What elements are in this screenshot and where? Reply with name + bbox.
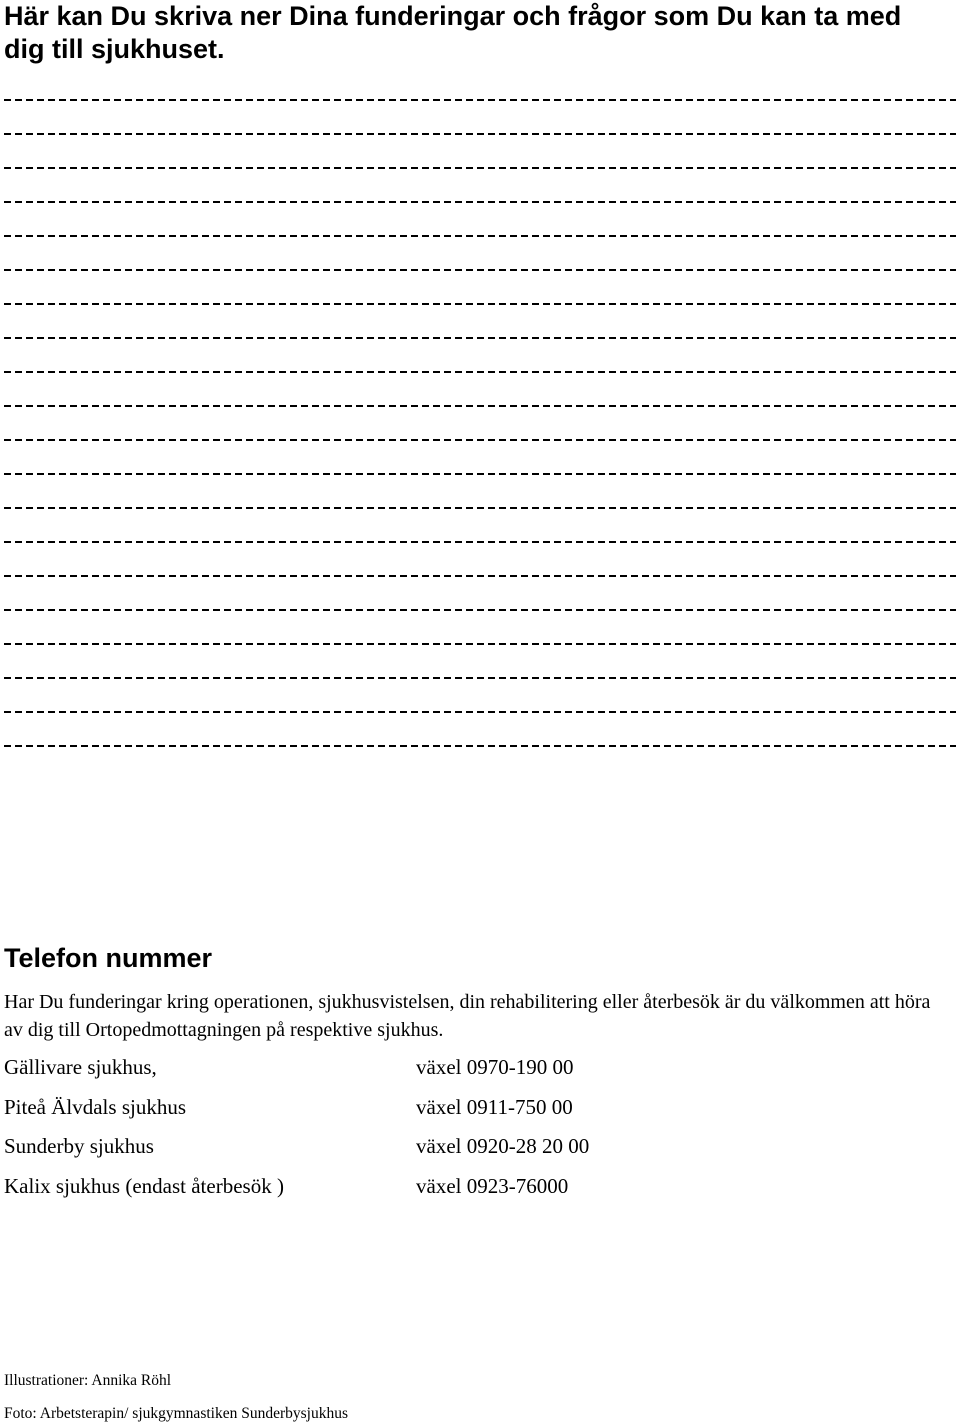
dashed-writing-line — [4, 745, 956, 779]
dashed-writing-line — [4, 575, 956, 609]
phone-list — [4, 1052, 944, 1210]
hospital-name: Piteå Älvdals sjukhus — [4, 1094, 186, 1119]
dashed-writing-line — [4, 371, 956, 405]
dashed-writing-line — [4, 201, 956, 235]
phone-number: växel 0970-190 00 — [416, 1055, 574, 1079]
dashed-writing-line — [4, 269, 956, 303]
dashed-writing-line — [4, 507, 956, 541]
hospital-name: Sunderby sjukhus — [4, 1134, 154, 1158]
photo-credit: Foto: Arbetsterapin/ sjukgymnastiken Sunderbysjukhus — [4, 1405, 348, 1422]
phone-row-pitea — [4, 1092, 944, 1132]
writing-lines — [4, 99, 956, 779]
dashed-writing-line — [4, 235, 956, 269]
hospital-name: Gällivare sjukhus, — [4, 1055, 157, 1079]
dashed-writing-line — [4, 303, 956, 337]
illustration-credit: Illustrationer: Annika Röhl — [4, 1372, 172, 1389]
dashed-writing-line — [4, 405, 956, 439]
section-title-phone: Telefon nummer — [4, 943, 213, 973]
hospital-name: Kalix sjukhus (endast återbesök ) — [4, 1173, 284, 1198]
phone-number: växel 0923-76000 — [416, 1173, 569, 1198]
dashed-writing-line — [4, 99, 956, 133]
intro-paragraph: Har Du funderingar kring operationen, sjukhusvistelsen, din rehabilitering eller återbesök är du välkommen att höra av dig till Ortopedmottagningen på respektive sjukhus. — [4, 991, 931, 1041]
phone-row-kalix — [4, 1171, 944, 1211]
dashed-writing-line — [4, 609, 956, 643]
dashed-writing-line — [4, 711, 956, 745]
page-heading: Här kan Du skriva ner Dina funderingar och frågor som Du kan ta med dig till sjukhuset. — [4, 1, 902, 64]
dashed-writing-line — [4, 677, 956, 711]
dashed-writing-line — [4, 133, 956, 167]
phone-number: växel 0920-28 20 00 — [416, 1134, 590, 1158]
dashed-writing-line — [4, 643, 956, 677]
phone-number: växel 0911-750 00 — [416, 1094, 573, 1119]
dashed-writing-line — [4, 167, 956, 201]
phone-row-sunderby — [4, 1131, 944, 1171]
dashed-writing-line — [4, 541, 956, 575]
dashed-writing-line — [4, 439, 956, 473]
phone-row-gallivare — [4, 1052, 944, 1092]
dashed-writing-line — [4, 473, 956, 507]
dashed-writing-line — [4, 337, 956, 371]
